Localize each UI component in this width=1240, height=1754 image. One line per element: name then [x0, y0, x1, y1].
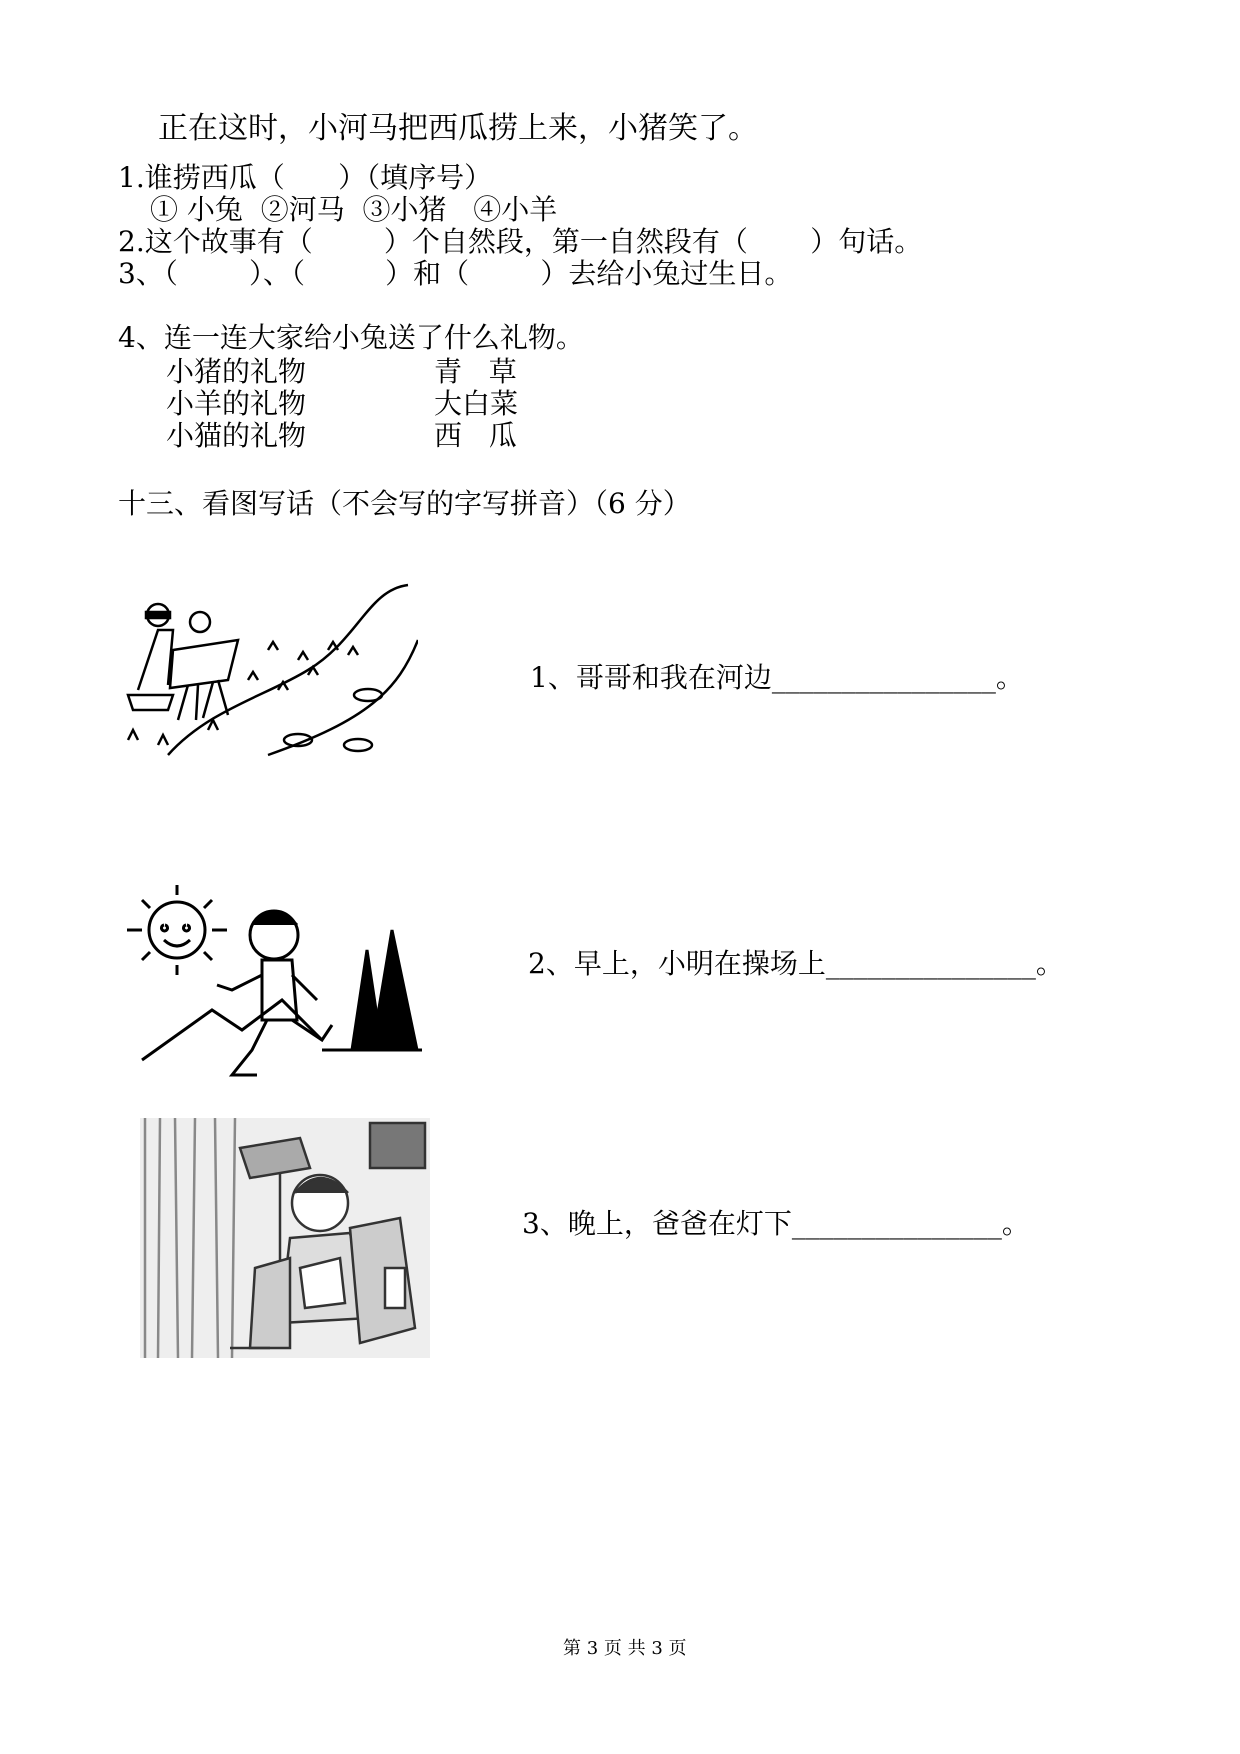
story-last-line: 正在这时，小河马把西瓜捞上来，小猪笑了。	[158, 111, 758, 146]
match-left-item: 小猪的礼物	[166, 355, 307, 388]
question-3: 3、（ ）、（ ）和（ ）去给小兔过生日。	[118, 257, 793, 290]
question-2: 2.这个故事有（ ）个自然段，第一自然段有（ ）句话。	[118, 225, 923, 258]
running-boy-image	[122, 880, 432, 1090]
picture-2-sentence: 2、早上，小明在操场上_______________。	[528, 947, 1064, 980]
picture-3-sentence: 3、晚上，爸爸在灯下_______________。	[522, 1207, 1030, 1240]
match-right-item: 青 草	[434, 355, 517, 388]
match-left-item: 小猫的礼物	[166, 419, 307, 452]
page-footer: 第 3 页 共 3 页	[563, 1638, 687, 1659]
father-reading-image	[140, 1118, 430, 1358]
picture-1-sentence: 1、哥哥和我在河边________________。	[530, 661, 1024, 694]
question-1: 1.谁捞西瓜（ ）（填序号）	[118, 161, 493, 194]
match-right-item: 大白菜	[434, 387, 519, 420]
section-13-title: 十三、看图写话（不会写的字写拼音）（6 分）	[118, 487, 691, 520]
match-right-item: 西 瓜	[434, 419, 517, 452]
question-1-options: ① 小兔 ②河马 ③小猪 ④小羊	[150, 193, 558, 226]
riverside-drawing-image	[118, 580, 418, 760]
question-4: 4、连一连大家给小兔送了什么礼物。	[118, 321, 584, 354]
match-left-item: 小羊的礼物	[166, 387, 307, 420]
